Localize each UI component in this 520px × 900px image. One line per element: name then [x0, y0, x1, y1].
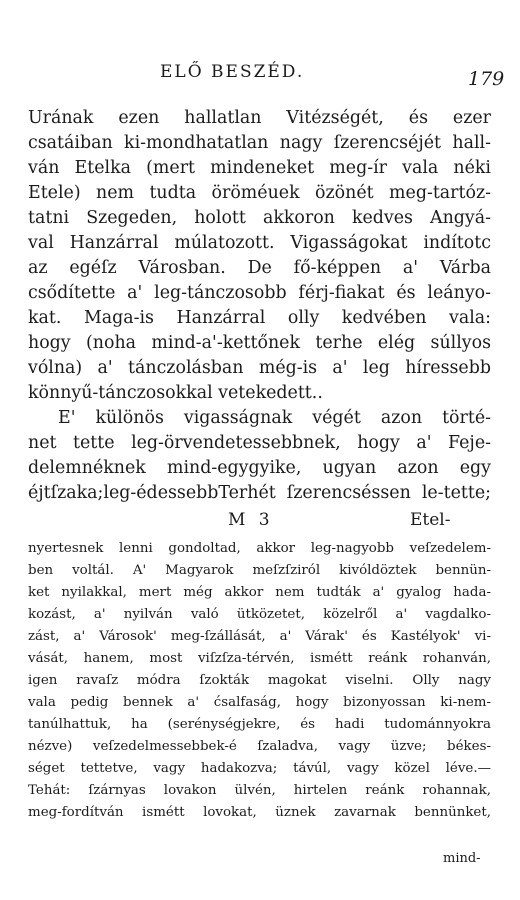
footnote-line: vását, hanem, most viſzſza-térvén, ismétt reánk rohanván, — [28, 651, 491, 666]
text-line: hogy (noha mind-a'-kettőnek terhe elég súllyos — [28, 333, 491, 353]
text-line: Etele) nem tudta öröméuek özönét meg-tartóz- — [28, 183, 491, 203]
text-line: Urának ezen hallatlan Vitézségét, és ezer — [28, 108, 491, 128]
text-line-last: könnyű-tánczosokkal vetekedett.. — [28, 383, 323, 403]
text-line: val Hanzárral múlatozott. Vigasságokat indítotc — [28, 233, 491, 253]
footnote-line: nyertesnek lenni gondoltad, akkor leg-nagyobb veſzedelem- — [28, 541, 491, 556]
footnote-line: ben voltál. A' Magyarok meſzſziról kivóldöztek bennün- — [28, 563, 491, 578]
signature-mark: M 3 — [228, 510, 274, 530]
text-line: csődítette a' leg-tánczosobb férj-fiakat és leányo- — [28, 283, 491, 303]
footnote-line: igen ravaſz módra ſzokták magokat viselni. Olly nagy — [28, 673, 491, 688]
footnote-line: vala pedig bennek a' ćsalfaság, hogy bizonyossan ki-nem- — [28, 695, 491, 710]
text-line: kat. Maga-is Hanzárral olly kedvében vala: — [28, 308, 491, 328]
footnote-line: nézve) veſzedelmessebbek-é ſzaladva, vagy üzve; békes- — [28, 739, 491, 754]
footnote-line: séget tettetve, vagy hadakozva; távúl, vagy közel léve.— — [28, 761, 491, 776]
text-line: tatni Szegeden, holott akkoron kedves Angyá- — [28, 208, 491, 228]
text-line: vólna) a' tánczolásban még-is a' leg híressebb — [28, 358, 491, 378]
footnote-line: kozást, a' nyilván való ütközetet, közelről a' vagdalko- — [28, 607, 491, 622]
text-line: delemnéknek mind-egygyike, ugyan azon egy — [28, 458, 491, 478]
text-line-indented: E' különös vigasságnak végét azon törté- — [58, 408, 491, 428]
text-line: az egéſz Városban. De fő-képpen a' Várba — [28, 258, 491, 278]
catchword: Etel- — [410, 510, 451, 530]
running-head: ELŐ BESZÉD. — [160, 62, 305, 82]
catchword-end: mind- — [443, 851, 481, 866]
footnote-line: tanúlhattuk, ha (serénységjekre, és hadi tudománnyokra — [28, 717, 491, 732]
footnote-line: meg-fordítván ismétt lovokat, üznek zavarnak bennünket, — [28, 805, 491, 820]
text-line: éjtſzaka;leg-édessebbTerhét ſzerencséssen le-tette; — [28, 483, 491, 503]
page-number: 179 — [468, 68, 505, 90]
footnote-line: zást, a' Városok' meg-ſzállását, a' Várak' és Kastélyok' vi- — [28, 629, 491, 644]
text-line: net tette leg-örvendetessebbnek, hogy a' Feje- — [28, 433, 491, 453]
footnote-line: Tehát: ſzárnyas lovakon ülvén, hirtelen reánk rohannak, — [28, 783, 491, 798]
footnote-line: ket nyilakkal, mert még akkor nem tudták a' gyalog hada- — [28, 585, 491, 600]
text-line: ván Etelka (mert mindeneket meg-ír vala néki — [28, 158, 491, 178]
text-line: csatáiban ki-mondhatatlan nagy ſzerencséjét hall- — [28, 133, 491, 153]
